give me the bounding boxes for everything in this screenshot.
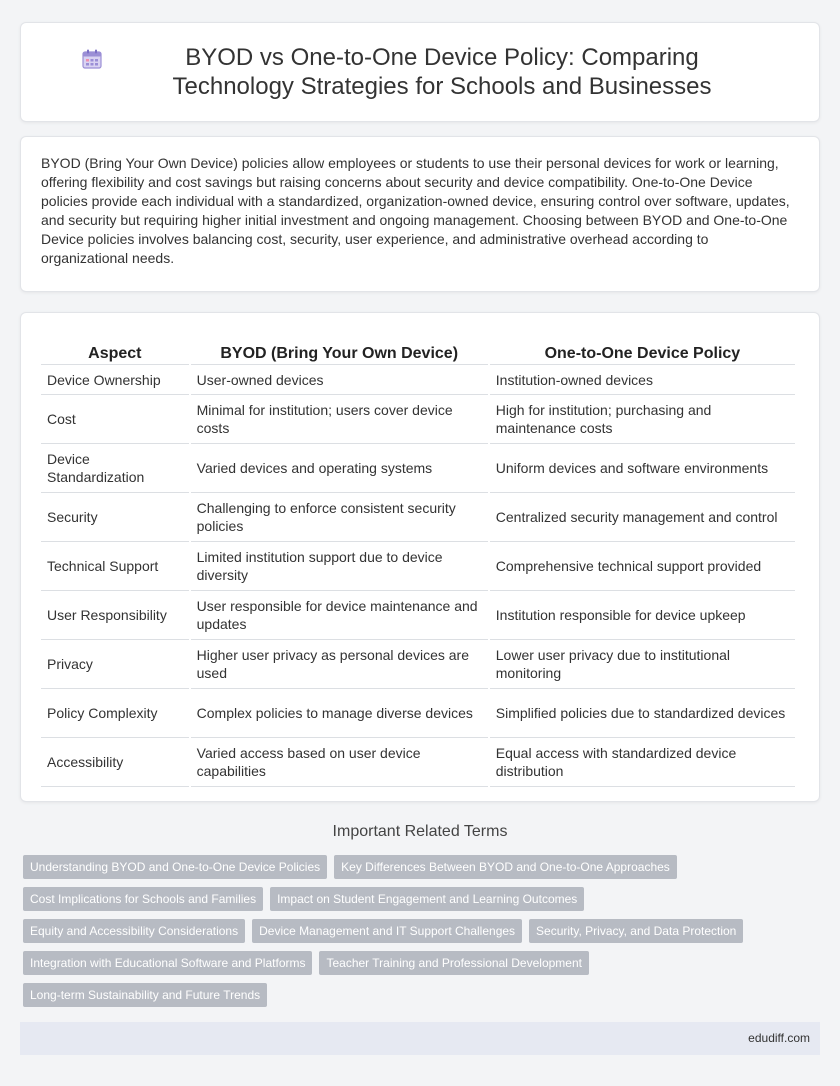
- cell-one-to-one: Equal access with standardized device distribution: [490, 738, 795, 787]
- related-term-tag[interactable]: Cost Implications for Schools and Families: [23, 887, 263, 911]
- header-card: [20, 22, 820, 122]
- tag-row: [23, 855, 823, 879]
- table-row: [41, 640, 795, 689]
- cell-byod: Limited institution support due to device diversity: [191, 542, 488, 591]
- footer: [20, 1022, 820, 1055]
- header-byod: BYOD (Bring Your Own Device): [191, 333, 488, 365]
- cell-aspect: Privacy: [41, 640, 189, 689]
- table-row: [41, 738, 795, 787]
- cell-aspect: Technical Support: [41, 542, 189, 591]
- tag-row: [23, 983, 823, 1007]
- related-terms-title: Important Related Terms: [332, 823, 508, 840]
- intro-paragraph: BYOD (Bring Your Own Device) policies allow employees or students to use their personal devices for work or learning, offering flexibility and cost savings but raising concerns about security and device compatibility. One-to-One Device policies provide each individual with a standardized, organization-owned device, ensuring control over software, updates, and security but requiring higher initial investment and ongoing management. Choosing between BYOD and One-to-One Device policies involves balancing cost, security, user experience, and administrative overhead according to organizational needs.: [41, 155, 790, 266]
- cell-byod: Varied devices and operating systems: [191, 444, 488, 493]
- cell-one-to-one: Comprehensive technical support provided: [490, 542, 795, 591]
- table-row: [41, 542, 795, 591]
- cell-one-to-one: Simplified policies due to standardized devices: [490, 689, 795, 738]
- cell-one-to-one: Institution responsible for device upkeep: [490, 591, 795, 640]
- cell-byod: Higher user privacy as personal devices are used: [191, 640, 488, 689]
- cell-aspect: Device Ownership: [41, 365, 189, 395]
- cell-aspect: Device Standardization: [41, 444, 189, 493]
- table-row: [41, 493, 795, 542]
- cell-aspect: User Responsibility: [41, 591, 189, 640]
- table-row: [41, 689, 795, 738]
- cell-byod: User responsible for device maintenance and updates: [191, 591, 488, 640]
- related-term-tag[interactable]: Impact on Student Engagement and Learning Outcomes: [270, 887, 584, 911]
- cell-one-to-one: High for institution; purchasing and maintenance costs: [490, 395, 795, 444]
- table-row: [41, 444, 795, 493]
- comparison-table-card: [20, 312, 820, 802]
- cell-byod: Minimal for institution; users cover device costs: [191, 395, 488, 444]
- table-row: [41, 395, 795, 444]
- table-row: [41, 591, 795, 640]
- related-term-tag[interactable]: Teacher Training and Professional Development: [319, 951, 588, 975]
- related-term-tag[interactable]: Understanding BYOD and One-to-One Device Policies: [23, 855, 327, 879]
- cell-one-to-one: Centralized security management and control: [490, 493, 795, 542]
- tag-row: [23, 887, 823, 911]
- related-terms-list: [23, 855, 823, 1015]
- comparison-table: [39, 333, 797, 787]
- table-header-row: [41, 333, 795, 365]
- related-term-tag[interactable]: Security, Privacy, and Data Protection: [529, 919, 743, 943]
- related-term-tag[interactable]: Equity and Accessibility Considerations: [23, 919, 245, 943]
- table-row: [41, 365, 795, 395]
- cell-byod: Varied access based on user device capabilities: [191, 738, 488, 787]
- cell-byod: User-owned devices: [191, 365, 488, 395]
- calendar-icon: [81, 48, 103, 70]
- cell-byod: Challenging to enforce consistent security policies: [191, 493, 488, 542]
- intro-card: [20, 136, 820, 292]
- cell-aspect: Accessibility: [41, 738, 189, 787]
- cell-one-to-one: Lower user privacy due to institutional monitoring: [490, 640, 795, 689]
- cell-aspect: Security: [41, 493, 189, 542]
- header-aspect: Aspect: [41, 333, 189, 365]
- cell-aspect: Cost: [41, 395, 189, 444]
- cell-one-to-one: Institution-owned devices: [490, 365, 795, 395]
- cell-one-to-one: Uniform devices and software environments: [490, 444, 795, 493]
- page-title: BYOD vs One-to-One Device Policy: Comparing Technology Strategies for Schools and Businesses: [172, 44, 712, 100]
- related-term-tag[interactable]: Integration with Educational Software and Platforms: [23, 951, 312, 975]
- related-term-tag[interactable]: Long-term Sustainability and Future Trends: [23, 983, 267, 1007]
- cell-aspect: Policy Complexity: [41, 689, 189, 738]
- header-one-to-one: One-to-One Device Policy: [490, 333, 795, 365]
- tag-row: [23, 919, 823, 943]
- related-term-tag[interactable]: Device Management and IT Support Challenges: [252, 919, 522, 943]
- related-term-tag[interactable]: Key Differences Between BYOD and One-to-One Approaches: [334, 855, 677, 879]
- tag-row: [23, 951, 823, 975]
- footer-site-link[interactable]: edudiff.com: [748, 1031, 810, 1045]
- cell-byod: Complex policies to manage diverse devices: [191, 689, 488, 738]
